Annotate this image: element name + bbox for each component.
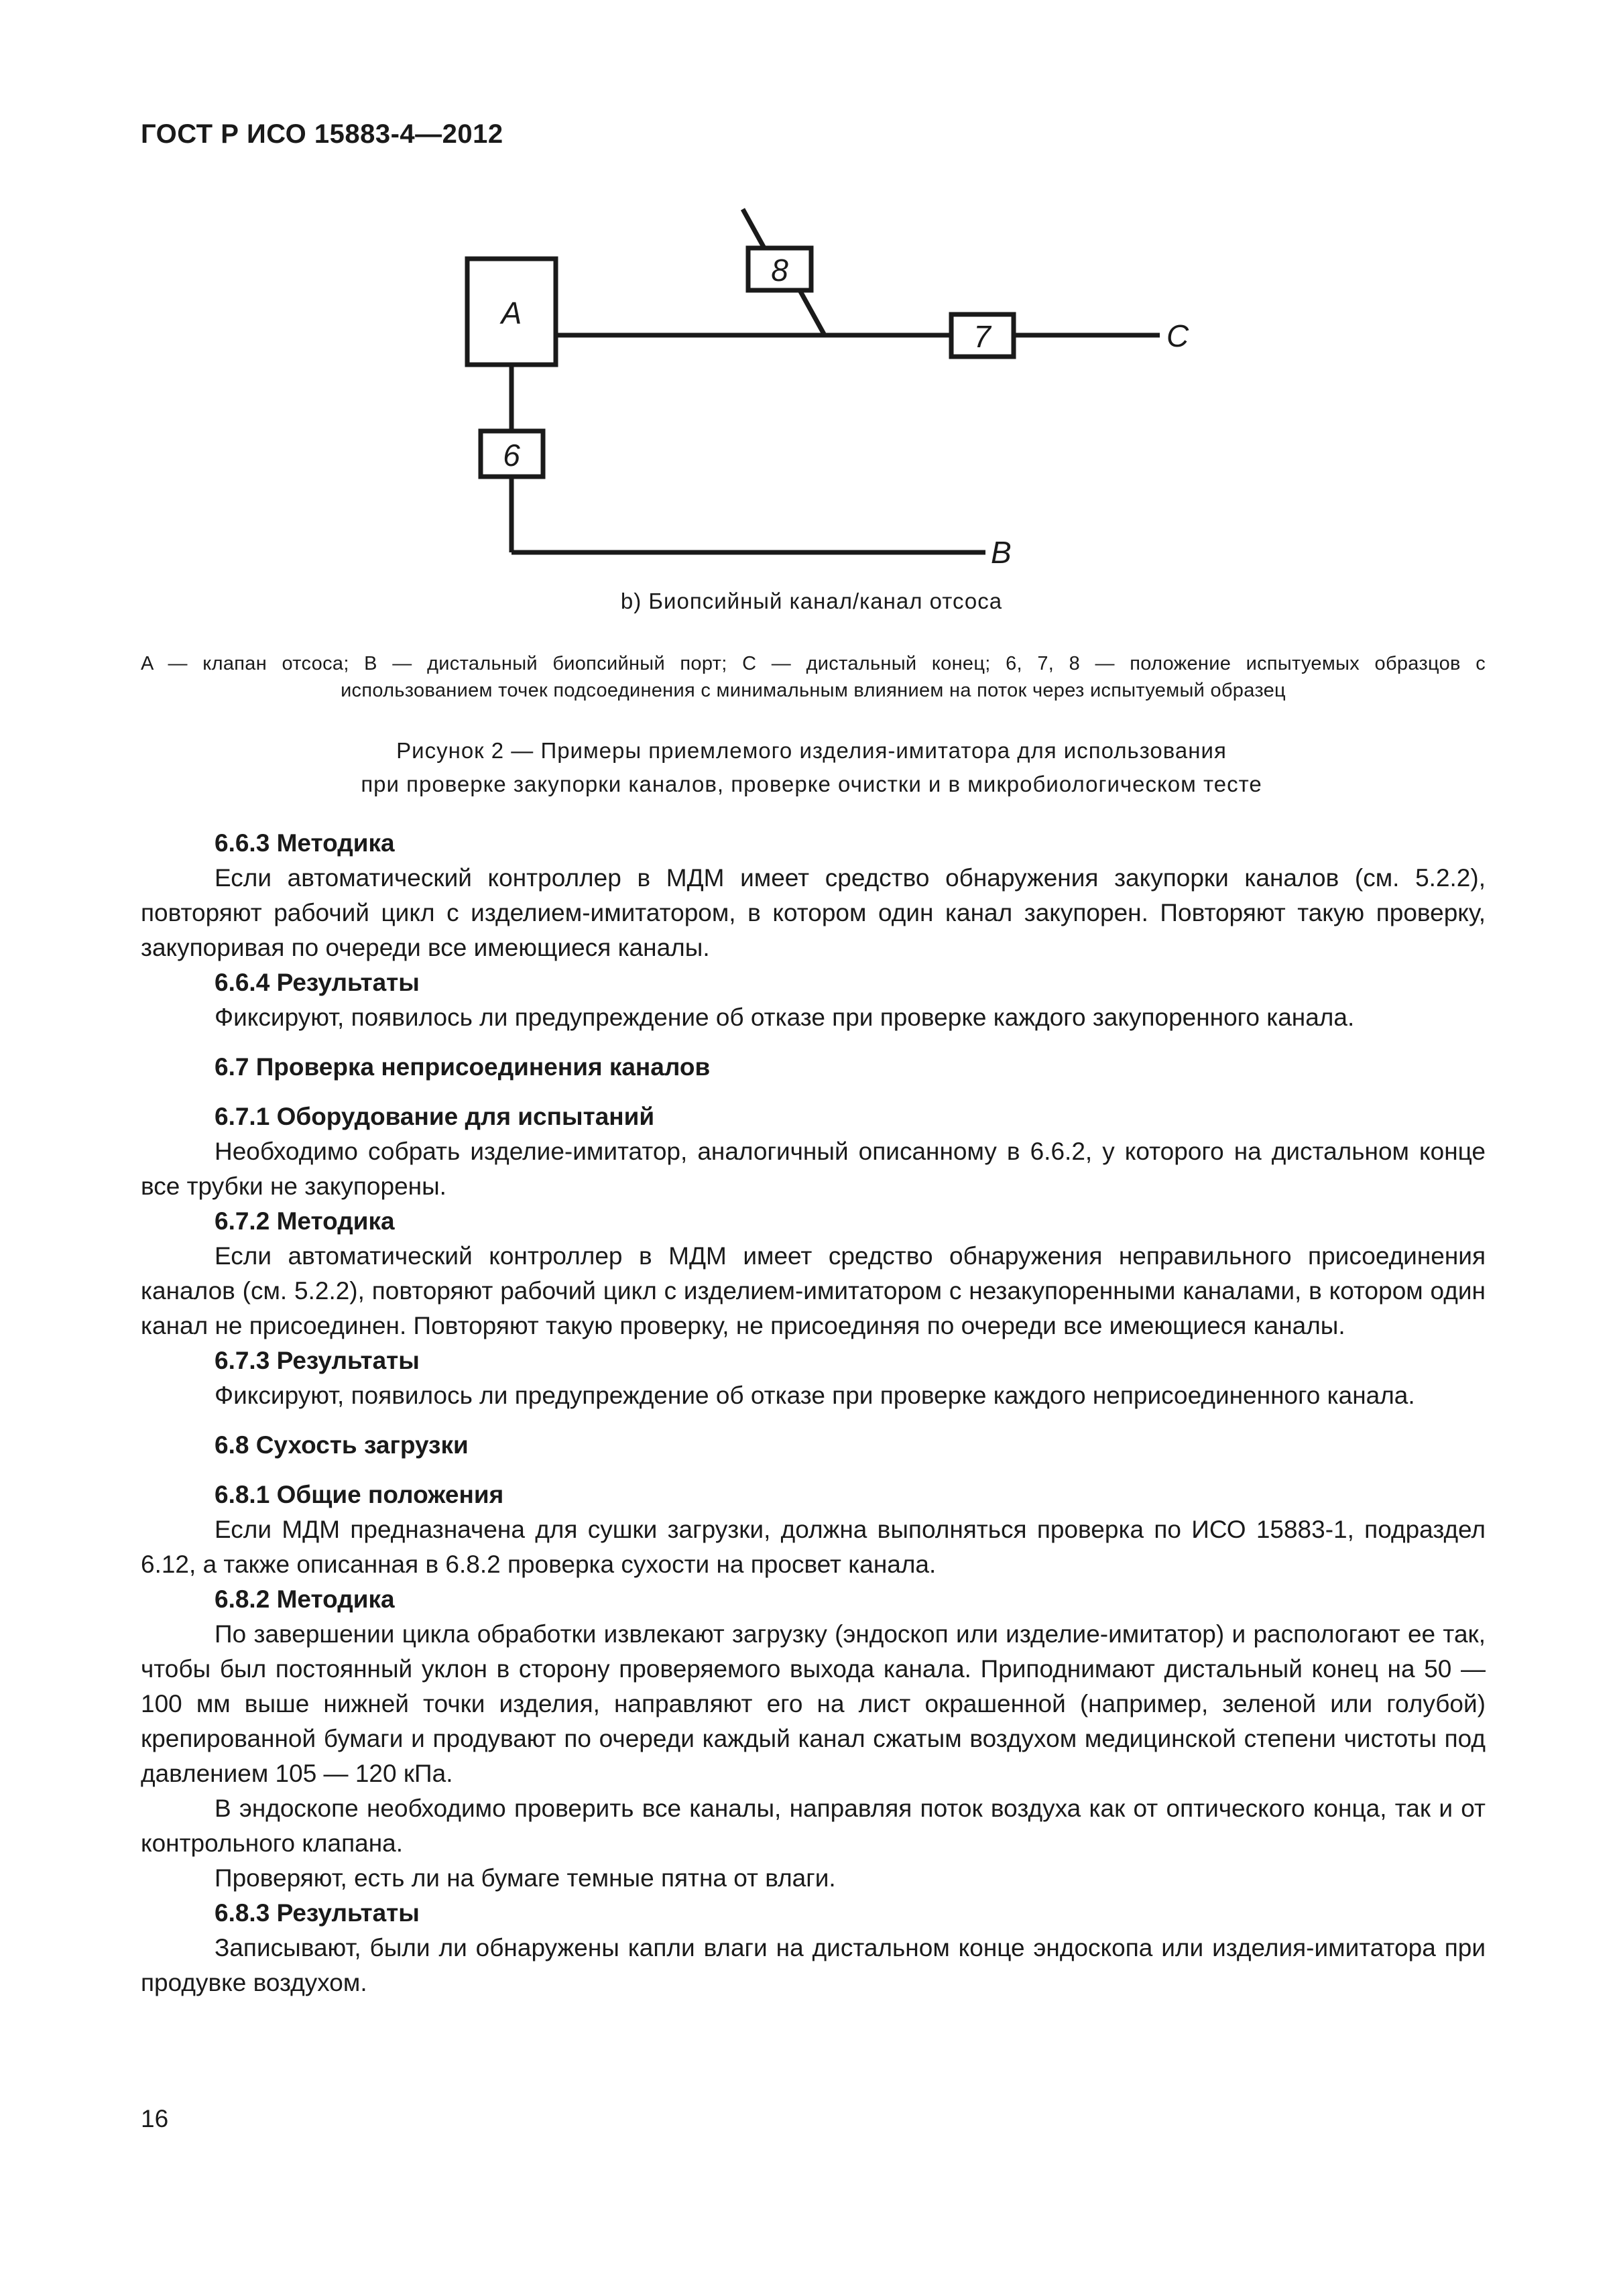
paragraph-6-8-2-c: Проверяют, есть ли на бумаге темные пятна от влаги.	[215, 1864, 836, 1892]
figure-caption	[0, 734, 1623, 801]
document-header: ГОСТ Р ИСО 15883-4—2012	[141, 119, 503, 149]
paragraph-6-6-4: Фиксируют, появилось ли предупреждение об отказе при проверке каждого закупоренного канала.	[215, 1004, 1355, 1031]
label-6: 6	[503, 438, 520, 473]
paragraph-6-7-3: Фиксируют, появилось ли предупреждение об отказе при проверке каждого неприсоединенного канала.	[215, 1382, 1415, 1409]
heading-6-6-4: 6.6.4 Результаты	[215, 969, 420, 996]
heading-6-7: 6.7 Проверка неприсоединения каналов	[215, 1053, 711, 1081]
branch-line-upper	[743, 209, 764, 248]
label-c: C	[1166, 318, 1189, 353]
diagram-caption: b) Биопсийный канал/канал отсоса	[620, 589, 1003, 613]
heading-6-7-3: 6.7.3 Результаты	[215, 1347, 420, 1374]
label-7: 7	[973, 319, 991, 354]
paragraph-6-8-2-b: В эндоскопе необходимо проверить все каналы, направляя поток воздуха как от оптического конца, так и от контрольного клапана.	[141, 1795, 1486, 1857]
heading-6-7-2: 6.7.2 Методика	[215, 1207, 395, 1235]
label-a: A	[501, 296, 522, 330]
paragraph-6-7-1: Необходимо собрать изделие-имитатор, аналогичный описанному в 6.6.2, у которого на дистальном конце все трубки не закупорены.	[141, 1138, 1486, 1200]
page-number: 16	[141, 2105, 169, 2132]
heading-6-8-2: 6.8.2 Методика	[215, 1585, 395, 1613]
paragraph-6-6-3: Если автоматический контроллер в МДМ имеет средство обнаружения закупорки каналов (см. 5.2.2), повторяют рабочий цикл с изделием-имитатором, в котором один канал закупорен. Повторяют такую проверку, закупоривая по очереди все имеющиеся каналы.	[141, 864, 1486, 961]
paragraph-6-8-3: Записывают, были ли обнаружены капли влаги на дистальном конце эндоскопа или изделия-имитатора при продувке воздухом.	[141, 1934, 1486, 1996]
legend-line-1: A — клапан отсоса; B — дистальный биопсийный порт; С — дистальный конец; 6, 7, 8 — положение испытуемых образцов с	[141, 653, 1486, 674]
legend-line-2: использованием точек подсоединения с минимальным влиянием на поток через испытуемый образец	[341, 680, 1286, 701]
heading-6-6-3: 6.6.3 Методика	[215, 829, 395, 857]
branch-line-lower	[800, 290, 825, 335]
paragraph-6-8-2-a: По завершении цикла обработки извлекают загрузку (эндоскоп или изделие-имитатор) и распологают ее так, чтобы был постоянный уклон в сторону проверяемого выхода канала. Приподнимают дистальный конец на 50 — 100 мм выше нижней точки изделия, направляют его на лист окрашенной (например, зеленой или голубой) крепированной бумаги и продувают по очереди каждый канал сжатым воздухом медицинской степени чистоты под давлением 105 — 120 кПа.	[141, 1620, 1486, 1787]
heading-6-8-3: 6.8.3 Результаты	[215, 1899, 420, 1927]
heading-6-7-1: 6.7.1 Оборудование для испытаний	[215, 1103, 655, 1130]
label-8: 8	[771, 253, 788, 288]
label-b: B	[991, 535, 1012, 570]
heading-6-8: 6.8 Сухость загрузки	[215, 1431, 469, 1459]
figure-caption-line-1: Рисунок 2 — Примеры приемлемого изделия-имитатора для использования	[396, 738, 1227, 763]
figure-legend	[141, 650, 1486, 704]
paragraph-6-8-1: Если МДМ предназначена для сушки загрузки, должна выполняться проверка по ИСО 15883-1, подраздел 6.12, а также описанная в 6.8.2 проверка сухости на просвет канала.	[141, 1516, 1486, 1578]
document-body	[141, 826, 1486, 2000]
channel-diagram	[0, 0, 1623, 603]
paragraph-6-7-2: Если автоматический контроллер в МДМ имеет средство обнаружения неправильного присоединения каналов (см. 5.2.2), повторяют рабочий цикл с изделием-имитатором с незакупоренными каналами, в котором один канал не присоединен. Повторяют такую проверку, не присоединяя по очереди все имеющиеся каналы.	[141, 1242, 1486, 1339]
heading-6-8-1: 6.8.1 Общие положения	[215, 1481, 504, 1508]
figure-caption-line-2: при проверке закупорки каналов, проверке очистки и в микробиологическом тесте	[361, 772, 1262, 796]
